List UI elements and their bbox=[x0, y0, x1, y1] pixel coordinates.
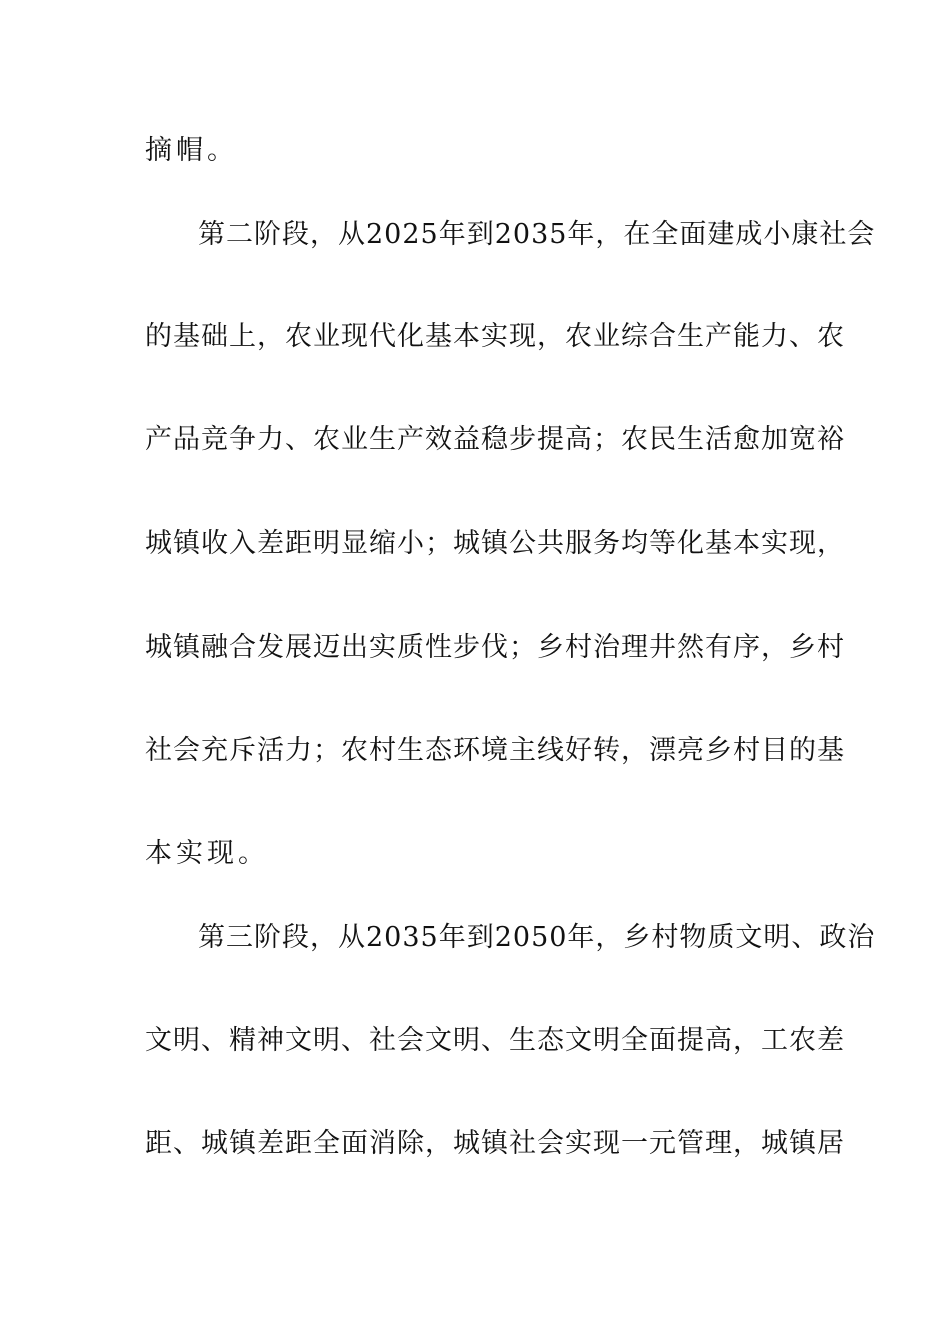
paragraph-stage-three-first-line: 第三阶段，从2035年到2050年，乡村物质文明、政治 bbox=[198, 922, 876, 953]
text-line: 摘帽。 bbox=[145, 135, 238, 166]
text-line: 距、城镇差距全面消除，城镇社会实现一元管理，城镇居 bbox=[145, 1128, 845, 1159]
text-line: 产品竞争力、农业生产效益稳步提高；农民生活愈加宽裕 bbox=[145, 424, 845, 455]
text-line: 社会充斥活力；农村生态环境主线好转，漂亮乡村目的基 bbox=[145, 735, 845, 766]
text-line: 城镇融合发展迈出实质性步伐；乡村治理井然有序，乡村 bbox=[145, 632, 845, 663]
text-line: 文明、精神文明、社会文明、生态文明全面提高，工农差 bbox=[145, 1025, 845, 1056]
text-line: 的基础上，农业现代化基本实现，农业综合生产能力、农 bbox=[145, 321, 845, 352]
paragraph-stage-two-first-line: 第二阶段，从2025年到2035年，在全面建成小康社会 bbox=[198, 219, 876, 250]
text-line: 城镇收入差距明显缩小；城镇公共服务均等化基本实现， bbox=[145, 528, 845, 559]
text-line: 本实现。 bbox=[145, 838, 269, 869]
